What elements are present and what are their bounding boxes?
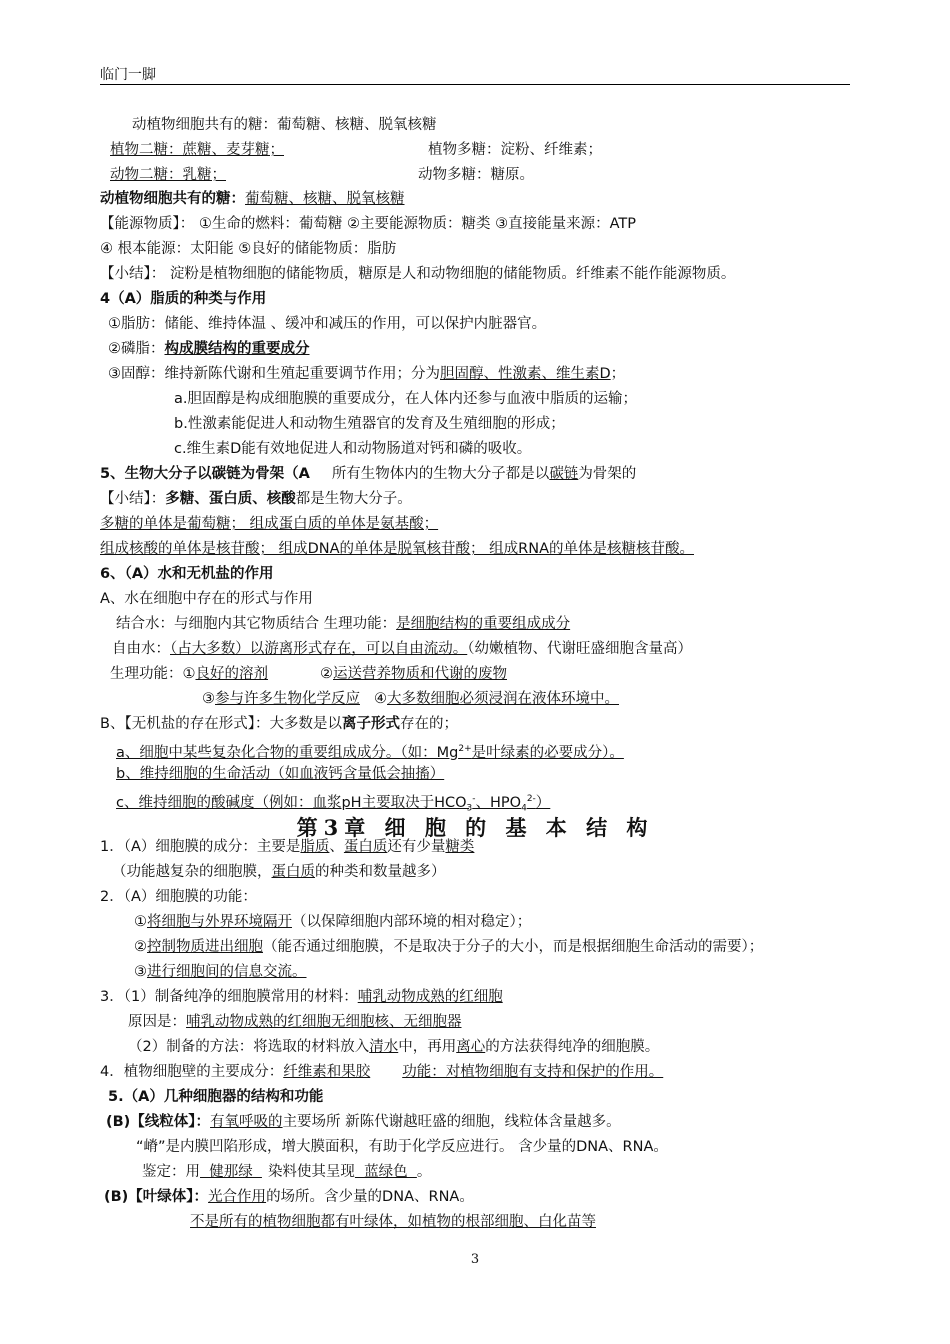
running-header: 临门一脚 [100,67,156,83]
carbon-chain-line: 5、生物大分子以碳链为骨架（A 所有生物体内的生物大分子都是以碳链为骨架的 [100,466,637,482]
membrane-function-1: ①将细胞与外界环境隔开（以保障细胞内部环境的相对稳定）； [134,914,532,930]
page-number: 3 [470,1252,480,1267]
animal-sugar-line: 动物二糖：乳糖； 动物多糖：糖原。 [110,167,534,183]
header-rule [100,84,850,85]
fat-line: ①脂肪：储能、维持体温 、缓冲和减压的作用，可以保护内脏器官。 [108,316,547,332]
plant-sugar-line: 植物二糖：蔗糖、麦芽糖； 植物多糖：淀粉、纤维素； [110,142,602,158]
chapter-title: 第3章 细 胞 的 基 本 结 构 [296,815,654,840]
water-function-line-2: ③参与许多生物化学反应 ④大多数细胞必须浸润在液体环境中。 [202,691,619,707]
cell-wall-line: 4．植物细胞壁的主要成分：纤维素和果胶 功能：对植物细胞有支持和保护的作用。 [100,1064,664,1080]
phospholipid-line: ②磷脂：构成膜结构的重要成分 [108,341,310,357]
membrane-material-line: 3．（1）制备纯净的细胞膜常用的材料：哺乳动物成熟的红细胞 [100,989,503,1005]
membrane-function-3: ③进行细胞间的信息交流。 [134,964,307,980]
sex-hormone-line: b.性激素能促进人和动物生殖器官的发育及生殖细胞的形成； [174,416,565,432]
summary-starch-line: 【小结】： 淀粉是植物细胞的储能物质，糖原是人和动物细胞的储能物质。纤维素不能作能源物质。 [100,266,736,282]
organelle-heading: 5.（A）几种细胞器的结构和功能 [108,1089,324,1105]
membrane-function-heading: 2．（A）细胞膜的功能： [100,889,257,905]
water-form-line: A、水在细胞中存在的形式与作用 [100,591,313,607]
sugar-common-bold-line: 动植物细胞共有的糖：葡萄糖、核糖、脱氧核糖 [100,191,405,207]
energy-substance-line: 【能源物质】： ①生命的燃料：葡萄糖 ②主要能源物质：糖类 ③直接能量来源：ATP [100,216,636,232]
cholesterol-line: a.胆固醇是构成细胞膜的重要成分，在人体内还参与血液中脂质的运输； [174,391,637,407]
vitamin-d-line: c.维生素D能有效地促进人和动物肠道对钙和磷的吸收。 [174,441,532,457]
membrane-reason-line: 原因是：哺乳动物成熟的红细胞无细胞核、无细胞器 [128,1014,462,1030]
water-salt-heading: 6、（A）水和无机盐的作用 [100,566,274,582]
mitochondria-line: (B)【线粒体】：有氧呼吸的主要场所 新陈代谢越旺盛的细胞，线粒体含量越多。 [106,1114,621,1130]
cristae-line: “嵴”是内膜凹陷形成，增大膜面积，有助于化学反应进行。 含少量的DNA、RNA。 [136,1139,668,1155]
salt-function-a: a、细胞中某些复杂化合物的重要组成成分。（如：$Mg^{2+}$是叶绿素的必要成分）。 [116,744,624,761]
lipid-heading: 4（A）脂质的种类与作用 [100,291,267,307]
sugar-common-line: 动植物细胞共有的糖：葡萄糖、核糖、脱氧核糖 [132,117,437,133]
energy-substance-line-2: ④ 根本能源：太阳能 ⑤良好的储能物质：脂肪 [100,241,397,257]
chloroplast-note-line: 不是所有的植物细胞都有叶绿体，如植物的根部细胞、白化苗等 [190,1214,596,1230]
monomer-line-1: 多糖的单体是葡萄糖； 组成蛋白质的单体是氨基酸； [100,516,439,532]
membrane-protein-line: （功能越复杂的细胞膜，蛋白质的种类和数量越多） [112,864,446,880]
sterol-line: ③固醇：维持新陈代谢和生殖起重要调节作用；分为胆固醇、性激素、维生素D； [108,366,626,382]
monomer-line-2: 组成核酸的单体是核苷酸； 组成DNA的单体是脱氧核苷酸； 组成RNA的单体是核糖核苷酸。 [100,541,694,557]
membrane-function-2: ②控制物质进出细胞（能否通过细胞膜，不是取决于分子的大小，而是根据细胞生命活动的需要）； [134,939,764,955]
chloroplast-line: (B)【叶绿体】：光合作用的场所。含少量的DNA、RNA。 [104,1189,474,1205]
free-water-line: 自由水：（占大多数）以游离形式存在，可以自由流动。（幼嫩植物、代谢旺盛细胞含量高） [112,641,692,657]
water-function-line: 生理功能：①良好的溶剂 ②运送营养物质和代谢的废物 [110,666,507,682]
stain-line: 鉴定：用 健那绿 染料使其呈现 蓝绿色 。 [142,1164,432,1180]
macromolecule-summary-line: 【小结】：多糖、蛋白质、核酸都是生物大分子。 [100,491,412,507]
membrane-composition-line: 1．（A）细胞膜的成分：主要是脂质、蛋白质还有少量糖类 [100,839,475,855]
salt-function-c: c、维持细胞的酸碱度（例如：血浆pH主要取决于$HCO_3^-$、$HPO_4^{2-}$） [116,794,551,814]
membrane-method-line: （2）制备的方法：将选取的材料放入清水中，再用离心的方法获得纯净的细胞膜。 [128,1039,660,1055]
salt-function-b: b、维持细胞的生命活动（如血液钙含量低会抽搐） [116,766,445,782]
salt-form-line: B、【无机盐的存在形式】：大多数是以离子形式存在的； [100,716,458,732]
bound-water-line: 结合水：与细胞内其它物质结合 生理功能：是细胞结构的重要组成成分 [116,616,571,632]
